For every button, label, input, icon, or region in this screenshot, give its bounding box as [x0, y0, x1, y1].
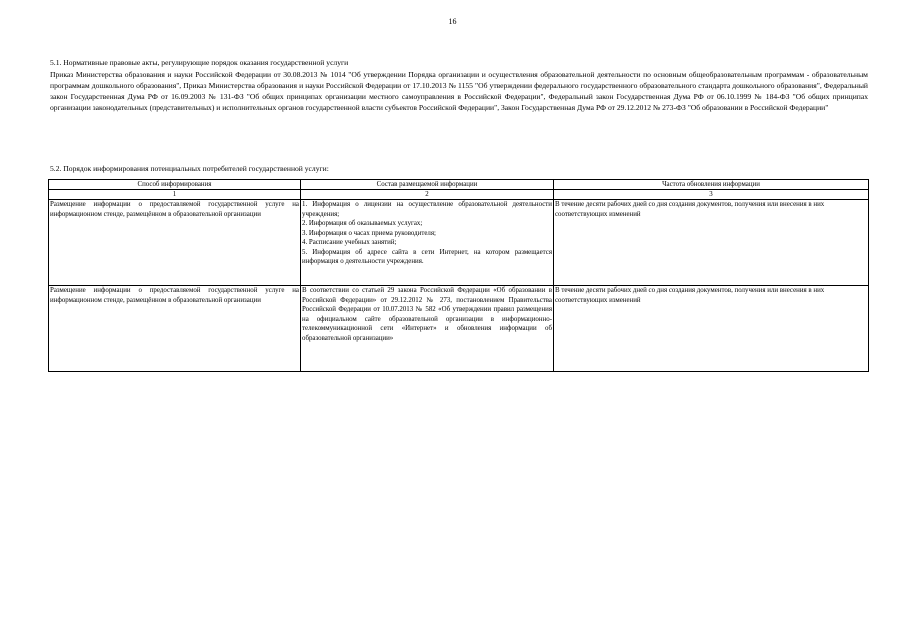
content-item: 4. Расписание учебных занятий;	[302, 239, 397, 246]
table-header-row	[49, 180, 869, 190]
method-cell: Размещение информации о предоставляемой государственной услуге на информационном стенде, размещённом в образовательной организации	[49, 286, 301, 372]
column-number-row	[49, 190, 869, 200]
content-cell	[301, 200, 554, 286]
page-number: 16	[448, 17, 457, 26]
information-table	[48, 179, 869, 372]
legal-acts-text: Приказ Министерства образования и науки Российской Федерации от 30.08.2013 № 1014 "Об утверждении Порядка организации и осуществления образовательной деятельности по основным общеобразовательным программам - образовательным программам дошкольного образования", Приказ Министерства образования и науки Российской Федерации от 17.10.2013 № 1155 "Об утверждении федерального государственного образовательного стандарта дошкольного образования", Федеральный закон Государственная Дума РФ от 16.09.2003 № 131-ФЗ "Об общих принципах организации местного самоуправления в Российской Федерации", Федеральный закон Государственная Дума РФ от 06.10.1999 № 184-ФЗ "Об общих принципах организации законодательных (представительных) и исполнительных органов государственной власти субъектов Российской Федерации", Закон Государственная Дума РФ от 29.12.2012 № 273-ФЗ "Об образовании в Российской Федерации"	[50, 70, 868, 112]
frequency-cell: В течение десяти рабочих дней со дня создания документов, получения или внесения в них соответствующих изменений	[554, 286, 869, 372]
content-item: 2. Информация об оказываемых услугах;	[302, 220, 423, 227]
header-content: Состав размещаемой информации	[301, 180, 554, 190]
content-item: 5. Информация об адресе сайта в сети Интернет, на котором размещается информация о деятельности учреждения.	[302, 248, 552, 265]
section-5-1-heading: 5.1. Нормативные правовые акты, регулирующие порядок оказания государственной услуги	[50, 58, 349, 67]
table-row	[49, 286, 869, 372]
table-row	[49, 200, 869, 286]
content-item: 3. Информация о часах приема руководителя;	[302, 229, 436, 237]
section-5-2-heading: 5.2. Порядок информирования потенциальных потребителей государственной услуги:	[50, 164, 329, 173]
column-number: 1	[49, 190, 301, 200]
header-frequency: Частота обновления информации	[554, 180, 869, 190]
column-number: 3	[554, 190, 869, 200]
content-cell: В соответствии со статьей 29 закона Российской Федерации «Об образовании в Российской Федерации» от 29.12.2012 № 273, постановлением Правительства Российской Федерации от 10.07.2013 № 582 «Об утверждении правил размещения на официальном сайте образовательной организации в информационно-телекоммуникационной сети «Интернет» и обновления информации об образовательной организации»	[301, 286, 554, 372]
method-cell: Размещение информации о предоставляемой государственной услуге на информационном стенде, размещённом в образовательной организации	[49, 200, 301, 286]
frequency-cell: В течение десяти рабочих дней со дня создания документов, получения или внесения в них соответствующих изменений	[554, 200, 869, 286]
header-method: Способ информирования	[49, 180, 301, 190]
content-item: 1. Информация о лицензии на осуществление образовательной деятельности учреждения;	[302, 201, 552, 218]
column-number: 2	[301, 190, 554, 200]
